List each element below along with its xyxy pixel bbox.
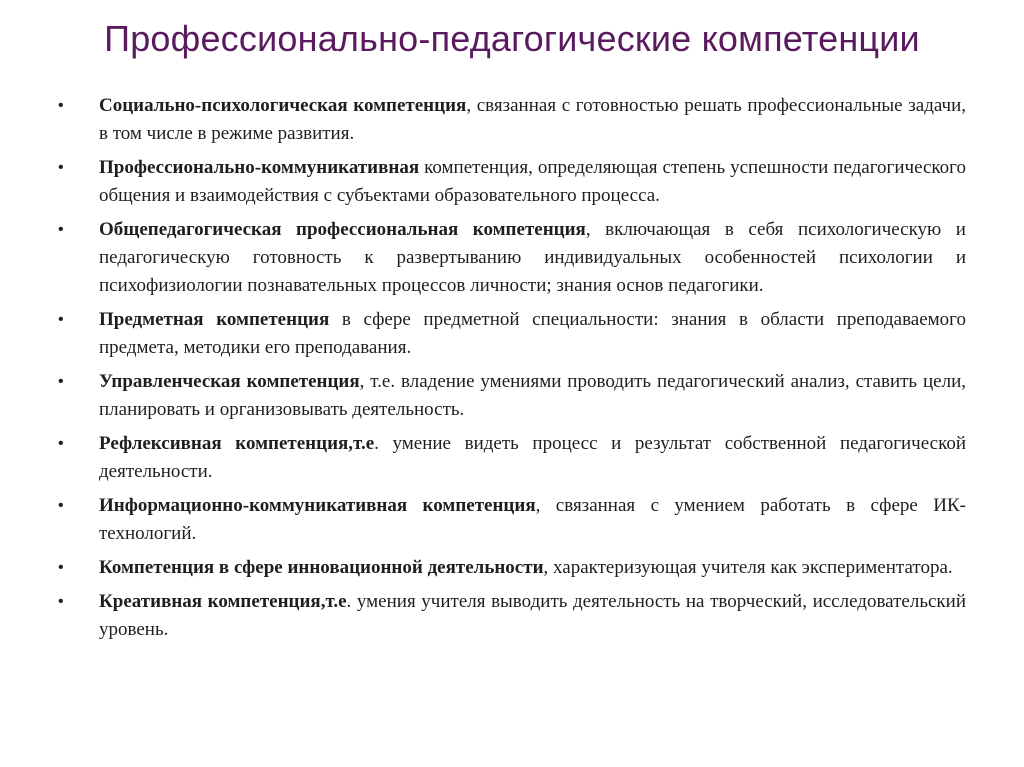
competency-term: Управленческая компетенция [99, 371, 360, 392]
bullet-icon: • [58, 373, 64, 390]
competency-term: Информационно-коммуникативная компетенция [99, 495, 536, 516]
competency-list [56, 92, 966, 650]
bullet-icon: • [58, 97, 64, 114]
list-item [56, 492, 966, 548]
competency-description: , связанная с умением работать в сфере ИК-технологий. [99, 495, 966, 544]
slide-title: Профессионально-педагогические компетенции [104, 18, 920, 59]
competency-term: Предметная компетенция [99, 309, 330, 330]
competency-description: , связанная с готовностью решать профессиональные задачи, в том числе в режиме развития. [99, 95, 967, 144]
competency-term: Рефлексивная компетенция,т.е [99, 433, 375, 454]
list-item [56, 216, 966, 300]
competency-description: , т.е. владение умениями проводить педагогический анализ, ставить цели, планировать и организовывать деятельность. [99, 371, 967, 420]
list-item [56, 306, 966, 362]
bullet-icon: • [58, 435, 64, 452]
competency-term: Креативная компетенция,т.е [99, 591, 347, 612]
bullet-icon: • [58, 311, 64, 328]
bullet-icon: • [58, 559, 64, 576]
list-item [56, 430, 966, 486]
competency-term: Общепедагогическая профессиональная компетенция [99, 219, 586, 240]
bullet-icon: • [58, 159, 64, 176]
competency-term: Компетенция в сфере инновационной деятельности [99, 557, 544, 578]
competency-description: , характеризующая учителя как экспериментатора. [543, 557, 953, 578]
list-item [56, 92, 966, 148]
competency-term: Профессионально-коммуникативная [99, 157, 420, 178]
bullet-icon: • [58, 497, 64, 514]
list-item [56, 154, 966, 210]
list-item [56, 554, 966, 582]
competency-description: , включающая в себя психологическую и педагогическую готовность к развертыванию индивидуальных особенностей психологии и психофизиологии познавательных процессов личности; знания основ педагогики. [99, 219, 966, 296]
competency-term: Социально-психологическая компетенция [99, 95, 467, 116]
bullet-icon: • [58, 593, 64, 610]
competency-description: в сфере предметной специальности: знания в области преподаваемого предмета, методики его преподавания. [99, 309, 966, 358]
list-item [56, 588, 966, 644]
competency-description: компетенция, определяющая степень успешности педагогического общения и взаимодействия с субъектами образовательного процесса. [99, 157, 966, 206]
competency-description: . умение видеть процесс и результат собственной педагогической деятельности. [99, 433, 967, 482]
list-item [56, 368, 966, 424]
competency-description: . умения учителя выводить деятельность на творческий, исследовательский уровень. [99, 591, 966, 640]
bullet-icon: • [58, 221, 64, 238]
